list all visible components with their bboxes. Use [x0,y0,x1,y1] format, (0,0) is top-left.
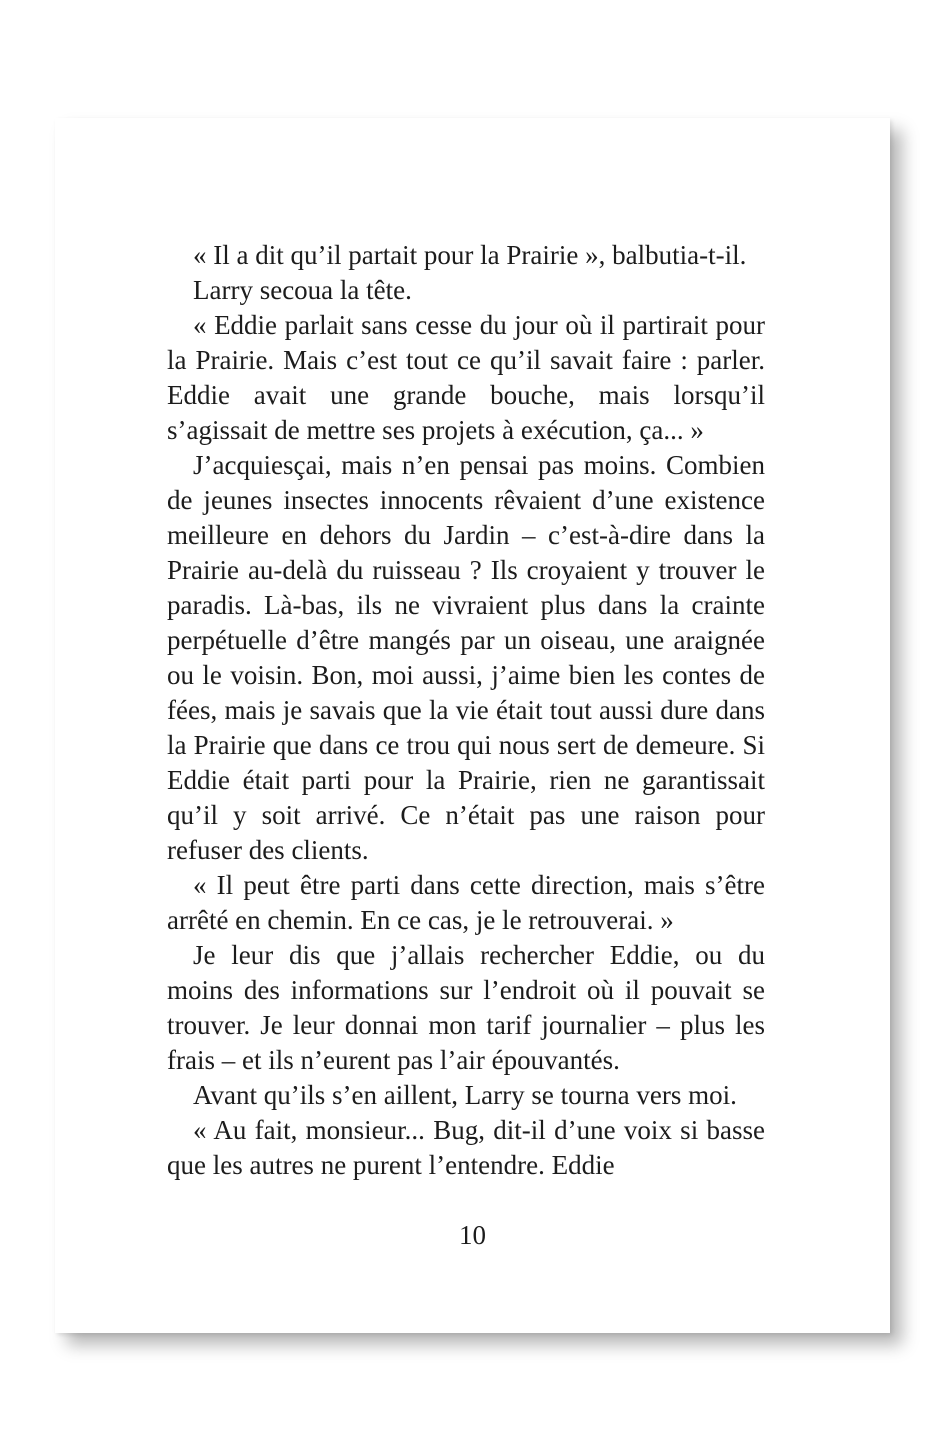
paragraph: Larry secoua la tête. [193,275,412,305]
paragraph: « Eddie parlait sans cesse du jour où il partirait pour la Prairie. Mais c’est tout ce qu’il savait faire : parler. Eddie avait une grande bouche, mais lorsqu’il s’agissait de mettre ses projets à exécution, ça... » [167,310,765,445]
page-number: 10 [459,1220,486,1250]
paragraph: J’acquiesçai, mais n’en pensai pas moins. Combien de jeunes insectes innocents rêvaient d’une existence meilleure en dehors du Jardin – c’est-à-dire dans la Prairie au-delà du ruisseau ? Ils croyaient y trouver le paradis. Là-bas, ils ne vivraient plus dans la crainte perpétuelle d’être mangés par un oiseau, une araignée ou le voisin. Bon, moi aussi, j’aime bien les contes de fées, mais je savais que la vie était tout aussi dure dans la Prairie que dans ce trou qui nous sert de demeure. Si Eddie était parti pour la Prairie, rien ne garantissait qu’il y soit arrivé. Ce n’était pas une raison pour refuser des clients. [167,450,765,865]
page-body-text [167,238,765,1183]
book-page [55,118,890,1333]
paragraph: « Au fait, monsieur... Bug, dit-il d’une voix si basse que les autres ne purent l’entendre. Eddie [167,1115,765,1180]
paragraph: Avant qu’ils s’en aillent, Larry se tourna vers moi. [193,1080,737,1110]
paragraph: « Il a dit qu’il partait pour la Prairie », balbutia-t-il. [193,240,747,270]
paragraph: « Il peut être parti dans cette direction, mais s’être arrêté en chemin. En ce cas, je le retrouverai. » [167,870,765,935]
paragraph: Je leur dis que j’allais rechercher Eddie, ou du moins des informations sur l’endroit où il pouvait se trouver. Je leur donnai mon tarif journalier – plus les frais – et ils n’eurent pas l’air épouvantés. [167,940,765,1075]
